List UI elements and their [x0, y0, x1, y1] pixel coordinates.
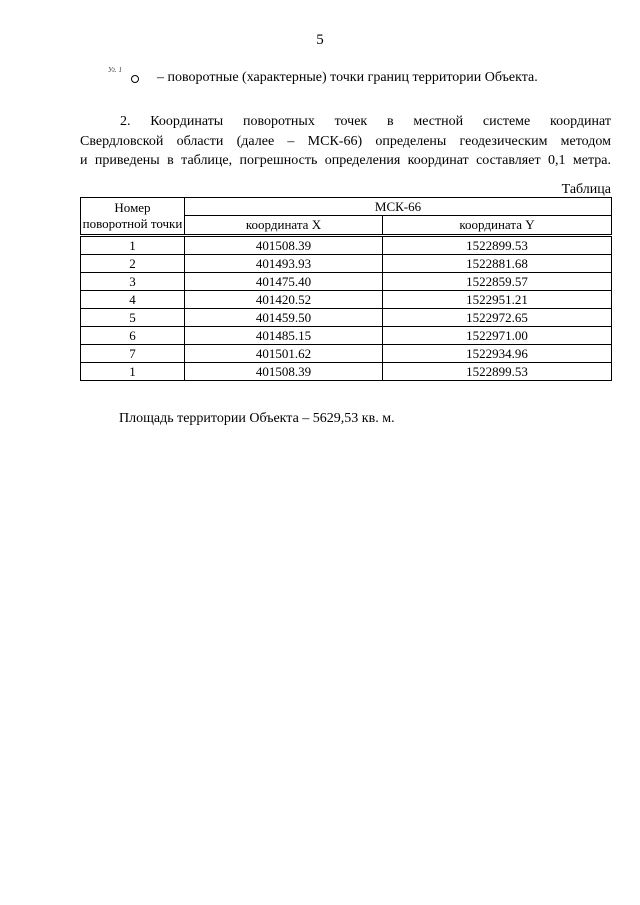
- table-row: [81, 255, 612, 273]
- paragraph-line: и приведены в таблице, погрешность определения координат составляет 0,1 метра.: [80, 153, 611, 168]
- cell-coordinate-x: 401420.52: [185, 291, 383, 309]
- cell-point-number: 4: [81, 291, 185, 309]
- cell-coordinate-x: 401475.40: [185, 273, 383, 291]
- cell-coordinate-x: 401493.93: [185, 255, 383, 273]
- cell-coordinate-y: 1522971.00: [383, 327, 612, 345]
- coordinates-table: [80, 197, 612, 381]
- cell-coordinate-y: 1522934.96: [383, 345, 612, 363]
- table-row: [81, 273, 612, 291]
- cell-coordinate-y: 1522972.65: [383, 309, 612, 327]
- page-number: 5: [316, 32, 324, 48]
- paragraph-line: 2. Координаты поворотных точек в местной системе координат: [120, 114, 611, 129]
- cell-point-number: 1: [81, 363, 185, 381]
- cell-coordinate-x: 401459.50: [185, 309, 383, 327]
- cell-coordinate-x: 401508.39: [185, 363, 383, 381]
- table-row: [81, 363, 612, 381]
- cell-point-number: 3: [81, 273, 185, 291]
- table-row: [81, 327, 612, 345]
- table-row: [81, 309, 612, 327]
- coordinates-paragraph: [80, 112, 611, 171]
- header-coordinate-system: МСК-66: [185, 198, 612, 216]
- legend-point-label: Уг. 1: [108, 66, 122, 74]
- cell-point-number: 6: [81, 327, 185, 345]
- area-statement: Площадь территории Объекта – 5629,53 кв. м.: [119, 411, 395, 426]
- header-coordinate-y: координата Y: [383, 216, 612, 236]
- table-row: [81, 345, 612, 363]
- cell-point-number: 2: [81, 255, 185, 273]
- header-point-number: Номер поворотной точки: [81, 198, 185, 236]
- table-caption: Таблица: [561, 182, 611, 197]
- legend: [108, 66, 588, 88]
- cell-point-number: 7: [81, 345, 185, 363]
- table-row: [81, 236, 612, 255]
- cell-coordinate-y: 1522951.21: [383, 291, 612, 309]
- cell-coordinate-y: 1522899.53: [383, 363, 612, 381]
- cell-point-number: 5: [81, 309, 185, 327]
- cell-coordinate-y: 1522899.53: [383, 236, 612, 255]
- table-row: [81, 291, 612, 309]
- paragraph-line: Свердловской области (далее – МСК-66) определены геодезическим методом: [80, 133, 611, 149]
- header-coordinate-x: координата X: [185, 216, 383, 236]
- cell-coordinate-x: 401485.15: [185, 327, 383, 345]
- cell-coordinate-y: 1522859.57: [383, 273, 612, 291]
- cell-coordinate-x: 401508.39: [185, 236, 383, 255]
- legend-description: – поворотные (характерные) точки границ территории Объекта.: [157, 70, 538, 85]
- cell-point-number: 1: [81, 236, 185, 255]
- cell-coordinate-x: 401501.62: [185, 345, 383, 363]
- turning-point-circle-icon: [131, 75, 139, 83]
- cell-coordinate-y: 1522881.68: [383, 255, 612, 273]
